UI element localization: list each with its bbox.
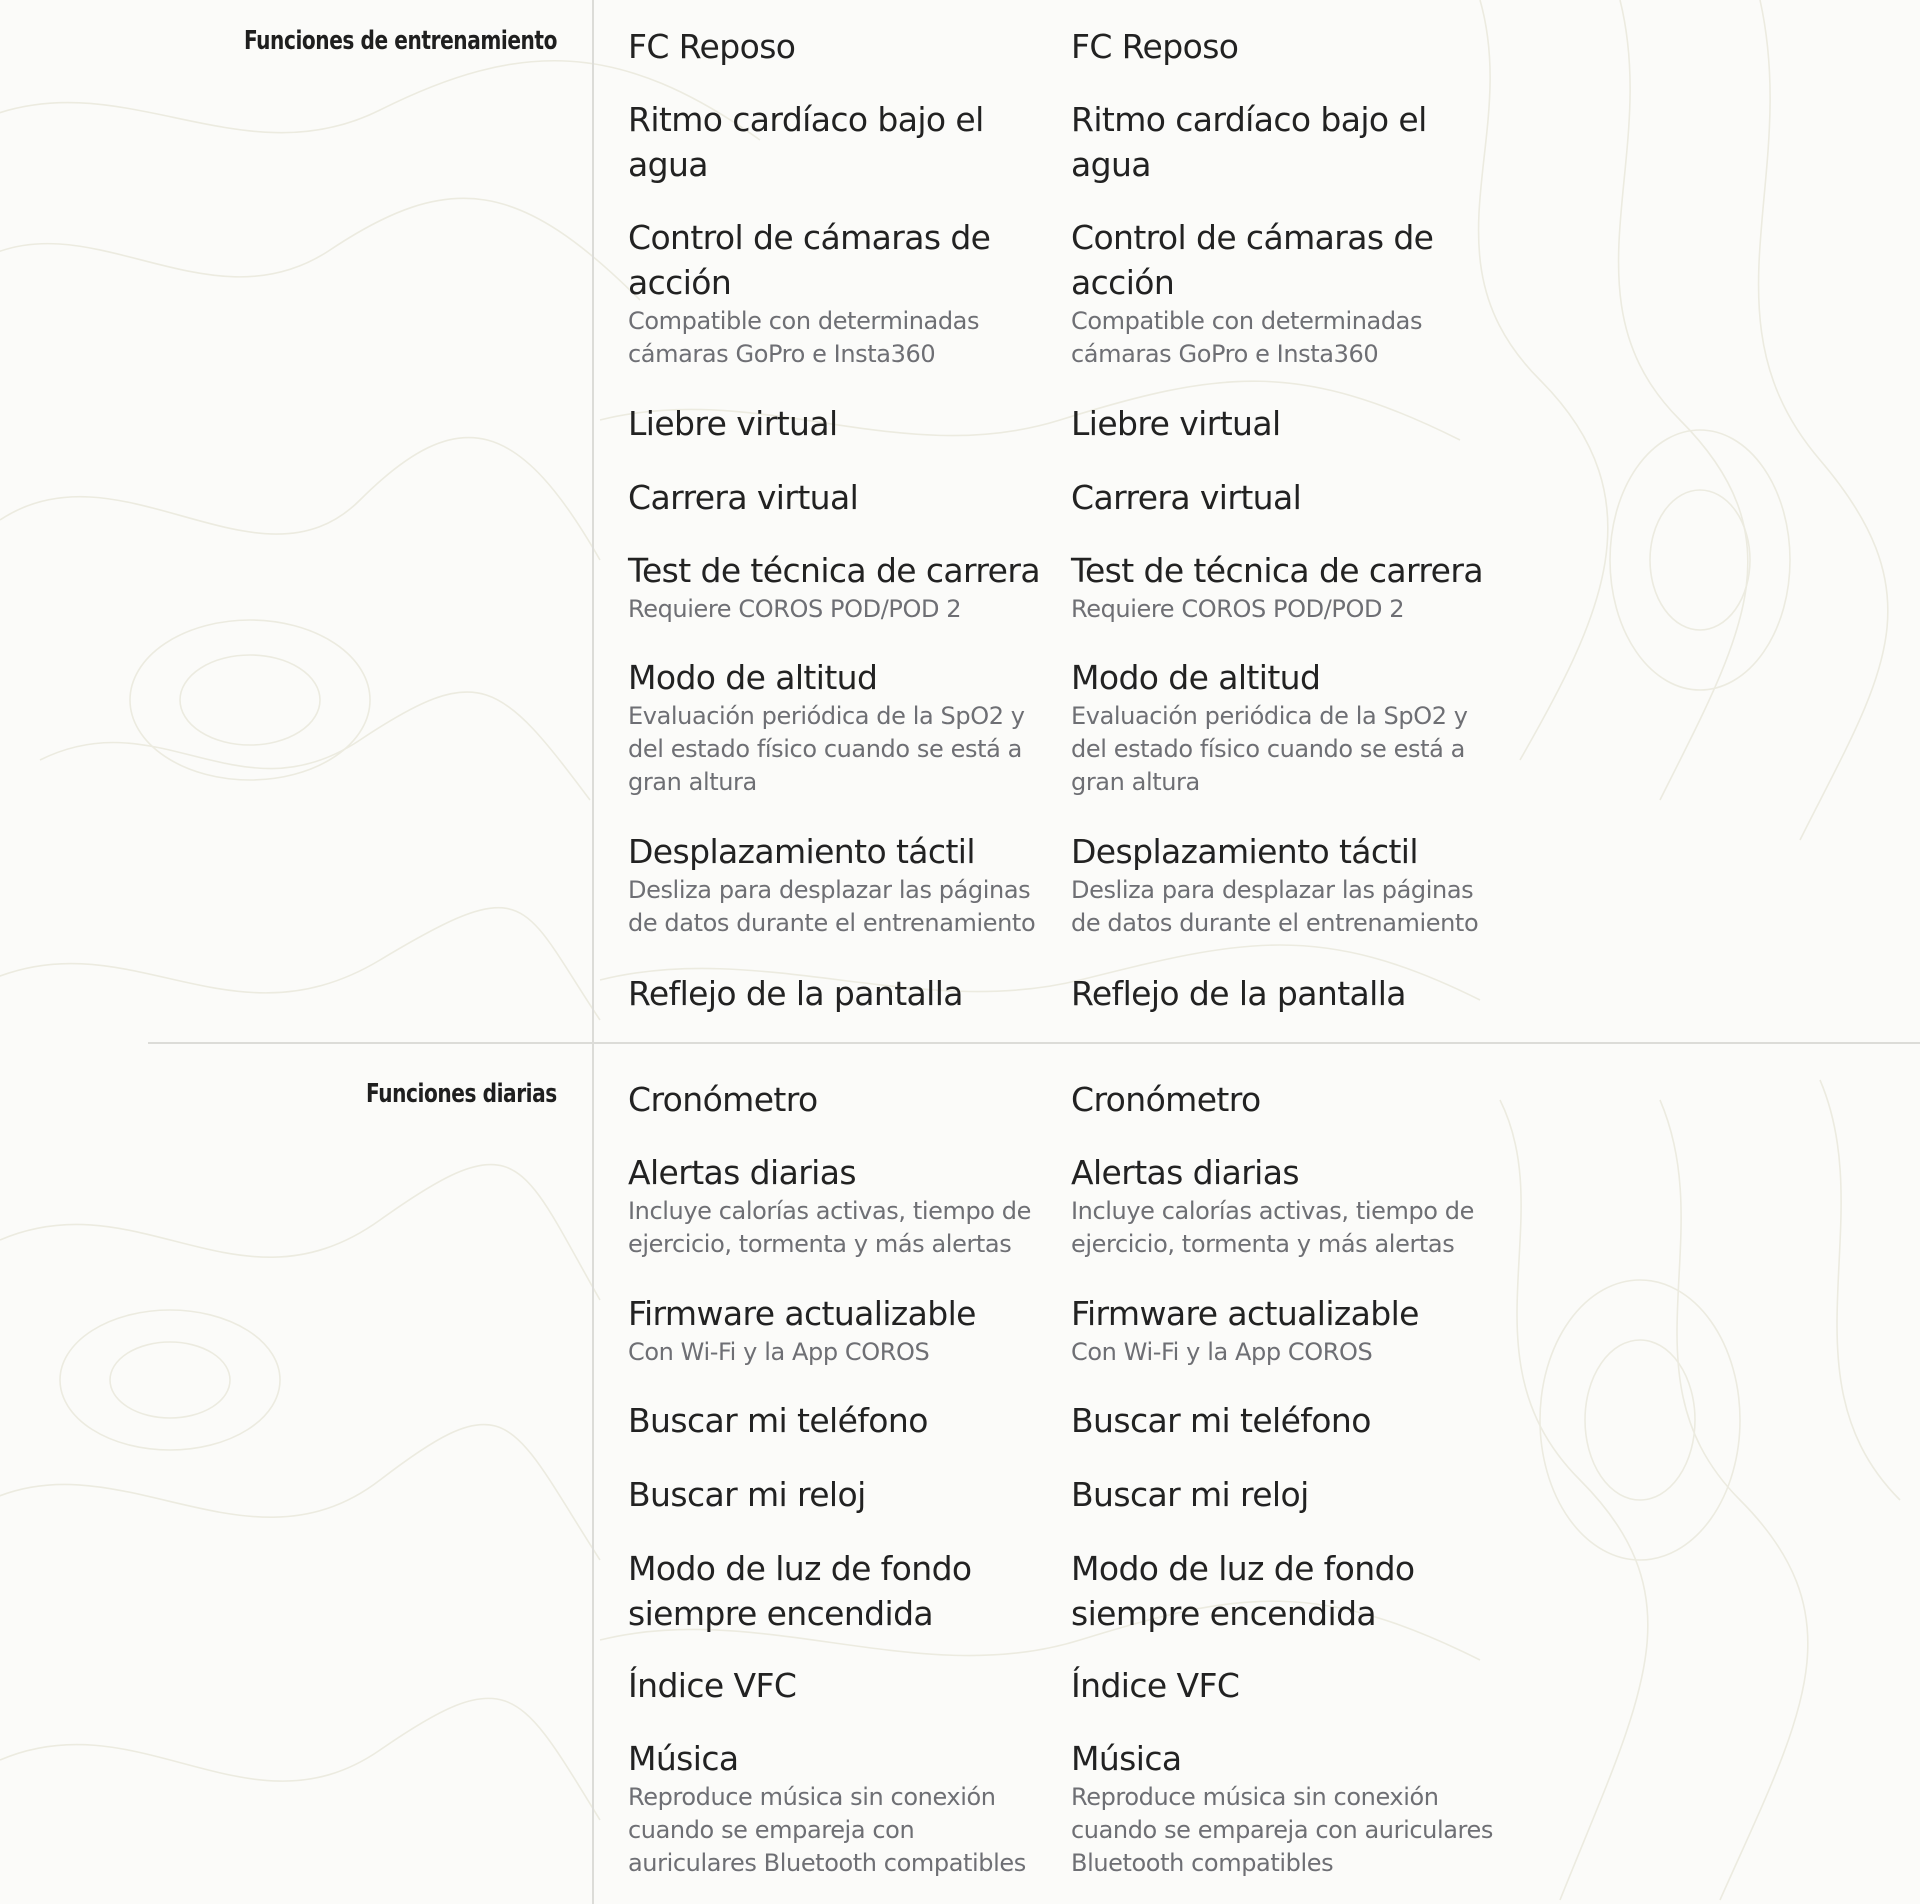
feature-item — [628, 655, 1068, 799]
feature-title: Test de técnica de carrera — [628, 551, 1040, 590]
feature-item — [1071, 1398, 1511, 1443]
feature-item — [1071, 548, 1511, 626]
section-label: Funciones diarias — [366, 1079, 557, 1109]
feature-item — [628, 1150, 1068, 1261]
feature-title: Modo de luz de fondo siempre encendida — [628, 1549, 972, 1633]
feature-item — [628, 1663, 1068, 1708]
feature-title: Ritmo cardíaco bajo el agua — [1071, 100, 1427, 184]
feature-note: Reproduce música sin conexión cuando se empareja con auriculares Bluetooth compatibles — [628, 1783, 1026, 1877]
feature-title: Control de cámaras de acción — [1071, 218, 1434, 302]
feature-title: Buscar mi reloj — [628, 1475, 866, 1514]
feature-title: Carrera virtual — [1071, 478, 1302, 517]
feature-title: Modo de luz de fondo siempre encendida — [1071, 1549, 1415, 1633]
feature-title: Firmware actualizable — [628, 1294, 976, 1333]
feature-title: Desplazamiento táctil — [1071, 832, 1418, 871]
feature-note: Incluye calorías activas, tiempo de ejercicio, tormenta y más alertas — [628, 1197, 1032, 1258]
feature-note: Reproduce música sin conexión cuando se empareja con auriculares Bluetooth compatibles — [1071, 1783, 1493, 1877]
feature-item — [1071, 1736, 1511, 1880]
feature-item — [628, 1077, 1068, 1122]
feature-title: Test de técnica de carrera — [1071, 551, 1483, 590]
feature-item — [1071, 475, 1511, 520]
feature-note: Con Wi-Fi y la App COROS — [628, 1338, 930, 1366]
feature-item — [628, 548, 1068, 626]
feature-item — [1071, 1150, 1511, 1261]
feature-item — [628, 1736, 1068, 1880]
feature-note: Requiere COROS POD/POD 2 — [1071, 595, 1405, 623]
feature-item — [628, 829, 1068, 940]
feature-title: FC Reposo — [1071, 27, 1239, 66]
feature-title: Liebre virtual — [1071, 404, 1281, 443]
feature-title: Ritmo cardíaco bajo el agua — [628, 100, 984, 184]
feature-title: FC Reposo — [628, 27, 796, 66]
feature-title: Cronómetro — [1071, 1080, 1261, 1119]
feature-note: Con Wi-Fi y la App COROS — [1071, 1338, 1373, 1366]
feature-item — [1071, 401, 1511, 446]
feature-item — [1071, 655, 1511, 799]
feature-item — [1071, 1472, 1511, 1517]
feature-item — [628, 475, 1068, 520]
feature-note: Desliza para desplazar las páginas de datos durante el entrenamiento — [1071, 876, 1479, 937]
feature-item — [1071, 215, 1511, 371]
feature-title: Música — [1071, 1739, 1182, 1778]
feature-title: Modo de altitud — [1071, 658, 1321, 697]
feature-title: Control de cámaras de acción — [628, 218, 991, 302]
feature-title: Buscar mi teléfono — [628, 1401, 928, 1440]
feature-item — [1071, 24, 1511, 69]
feature-title: Alertas diarias — [628, 1153, 856, 1192]
feature-title: Cronómetro — [628, 1080, 818, 1119]
feature-item — [1071, 97, 1511, 187]
feature-title: Desplazamiento táctil — [628, 832, 975, 871]
feature-item — [628, 1546, 1068, 1636]
feature-title: Alertas diarias — [1071, 1153, 1299, 1192]
feature-note: Incluye calorías activas, tiempo de ejercicio, tormenta y más alertas — [1071, 1197, 1475, 1258]
feature-note: Evaluación periódica de la SpO2 y del estado físico cuando se está a gran altura — [628, 702, 1025, 796]
feature-item — [628, 1291, 1068, 1369]
feature-title: Buscar mi reloj — [1071, 1475, 1309, 1514]
feature-item — [628, 97, 1068, 187]
feature-note: Compatible con determinadas cámaras GoPro e Insta360 — [1071, 307, 1423, 368]
feature-item — [1071, 971, 1511, 1016]
feature-item — [1071, 829, 1511, 940]
section-training — [0, 24, 1920, 1024]
feature-item — [628, 971, 1068, 1016]
section-divider — [148, 1042, 1920, 1044]
feature-note: Requiere COROS POD/POD 2 — [628, 595, 962, 623]
section-label: Funciones de entrenamiento — [243, 26, 557, 56]
feature-note: Desliza para desplazar las páginas de datos durante el entrenamiento — [628, 876, 1036, 937]
feature-title: Modo de altitud — [628, 658, 878, 697]
feature-title: Índice VFC — [628, 1666, 797, 1705]
feature-note: Compatible con determinadas cámaras GoPro e Insta360 — [628, 307, 980, 368]
feature-item — [1071, 1546, 1511, 1636]
feature-item — [628, 215, 1068, 371]
feature-item — [628, 1472, 1068, 1517]
feature-title: Reflejo de la pantalla — [628, 974, 963, 1013]
feature-title: Firmware actualizable — [1071, 1294, 1419, 1333]
feature-title: Índice VFC — [1071, 1666, 1240, 1705]
feature-item — [1071, 1663, 1511, 1708]
section-daily — [0, 1077, 1920, 1897]
feature-title: Música — [628, 1739, 739, 1778]
feature-item — [628, 401, 1068, 446]
feature-item — [1071, 1077, 1511, 1122]
feature-item — [628, 24, 1068, 69]
feature-title: Reflejo de la pantalla — [1071, 974, 1406, 1013]
feature-item — [1071, 1291, 1511, 1369]
feature-title: Liebre virtual — [628, 404, 838, 443]
feature-title: Buscar mi teléfono — [1071, 1401, 1371, 1440]
feature-item — [628, 1398, 1068, 1443]
feature-note: Evaluación periódica de la SpO2 y del estado físico cuando se está a gran altura — [1071, 702, 1468, 796]
feature-title: Carrera virtual — [628, 478, 859, 517]
